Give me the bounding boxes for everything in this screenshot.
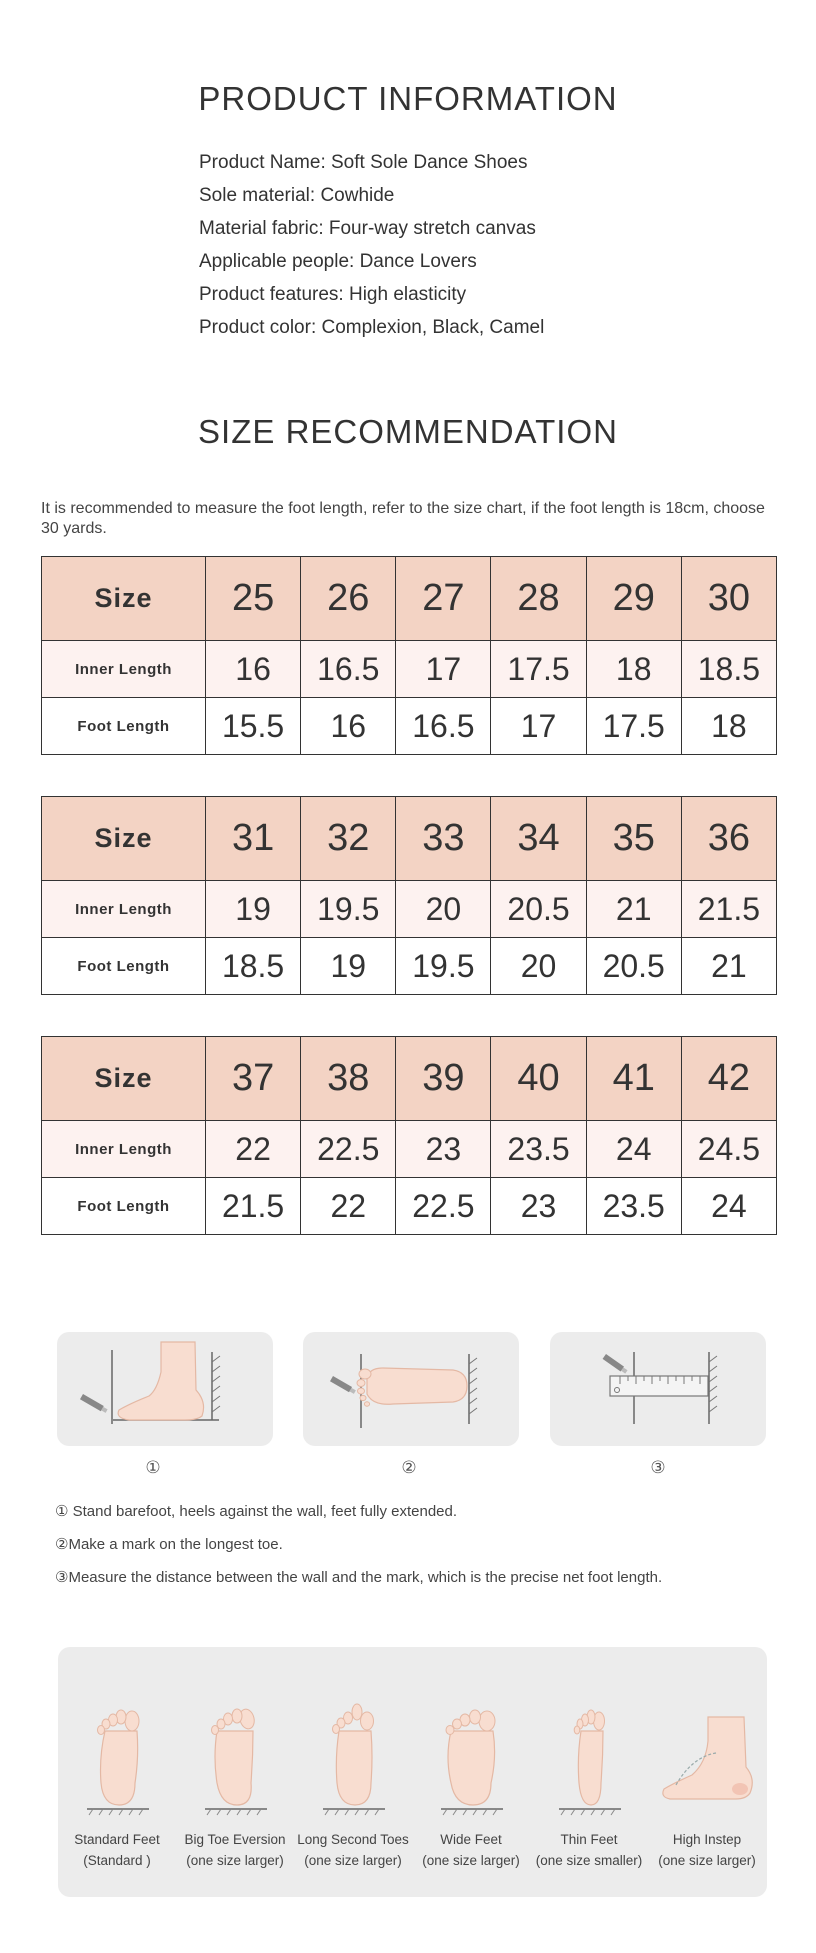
size-cell: 41	[586, 1037, 681, 1121]
foot-type-big-toe-eversion	[176, 1697, 294, 1871]
inner-length-cell: 18	[586, 641, 681, 698]
big-toe-foot-icon	[195, 1697, 275, 1817]
inner-length-cell: 23.5	[491, 1121, 586, 1178]
inner-length-cell: 20.5	[491, 881, 586, 938]
inner-length-cell: 17.5	[491, 641, 586, 698]
size-table-2	[41, 796, 777, 995]
inner-length-cell: 21.5	[681, 881, 776, 938]
inner-length-cell: 23	[396, 1121, 491, 1178]
foot-length-row	[42, 938, 777, 995]
foot-length-cell: 17.5	[586, 698, 681, 755]
size-cell: 34	[491, 797, 586, 881]
foot-type-note: (Standard )	[83, 1853, 151, 1868]
step-mark-1: ①	[145, 1458, 161, 1477]
foot-length-cell: 21	[681, 938, 776, 995]
foot-type-high-instep	[648, 1697, 766, 1871]
size-cell: 26	[301, 557, 396, 641]
inner-length-cell: 24	[586, 1121, 681, 1178]
info-line-applicable-people: Applicable people: Dance Lovers	[199, 251, 477, 272]
foot-type-name: Big Toe Eversion	[184, 1832, 286, 1847]
foot-length-cell: 16.5	[396, 698, 491, 755]
foot-length-cell: 19.5	[396, 938, 491, 995]
long-second-toe-foot-icon	[313, 1697, 393, 1817]
measure-step-3-text: ③Measure the distance between the wall and the mark, which is the precise net foot length.	[55, 1569, 663, 1586]
size-cell: 33	[396, 797, 491, 881]
size-row	[42, 557, 777, 641]
foot-type-name: Thin Feet	[560, 1832, 618, 1847]
size-cell: 25	[206, 557, 301, 641]
foot-type-long-second-toes	[294, 1697, 412, 1871]
inner-length-row	[42, 1121, 777, 1178]
foot-length-row	[42, 698, 777, 755]
measure-step-1-text: ① Stand barefoot, heels against the wall, feet fully extended.	[55, 1503, 458, 1520]
product-info-title: PRODUCT INFORMATION	[198, 80, 618, 117]
foot-type-note: (one size larger)	[422, 1853, 520, 1868]
inner-length-cell: 16.5	[301, 641, 396, 698]
inner-length-cell: 18.5	[681, 641, 776, 698]
inner-length-cell: 22	[206, 1121, 301, 1178]
foot-type-name: High Instep	[672, 1832, 742, 1847]
inner-length-cell: 22.5	[301, 1121, 396, 1178]
size-row	[42, 1037, 777, 1121]
foot-length-cell: 15.5	[206, 698, 301, 755]
size-cell: 35	[586, 797, 681, 881]
size-cell: 40	[491, 1037, 586, 1121]
foot-type-name: Long Second Toes	[297, 1832, 409, 1847]
size-cell: 27	[396, 557, 491, 641]
product-info-list	[199, 146, 544, 344]
foot-length-cell: 23.5	[586, 1178, 681, 1235]
size-cell: 38	[301, 1037, 396, 1121]
foot-length-cell: 22	[301, 1178, 396, 1235]
foot-type-name: Wide Feet	[440, 1832, 502, 1847]
info-line-features: Product features: High elasticity	[199, 284, 467, 305]
inner-length-cell: 21	[586, 881, 681, 938]
inner-length-label: Inner Length	[42, 881, 206, 938]
size-cell: 31	[206, 797, 301, 881]
high-instep-foot-icon	[652, 1697, 762, 1817]
size-cell: 30	[681, 557, 776, 641]
foot-type-note: (one size smaller)	[535, 1853, 643, 1868]
inner-length-label: Inner Length	[42, 1121, 206, 1178]
info-line-fabric: Material fabric: Four-way stretch canvas	[199, 218, 536, 239]
size-cell: 36	[681, 797, 776, 881]
inner-length-cell: 19.5	[301, 881, 396, 938]
size-row	[42, 797, 777, 881]
foot-length-label: Foot Length	[42, 938, 206, 995]
inner-length-cell: 19	[206, 881, 301, 938]
step-mark-2: ②	[401, 1458, 417, 1477]
foot-length-cell: 18	[681, 698, 776, 755]
inner-length-row	[42, 641, 777, 698]
foot-length-cell: 20.5	[586, 938, 681, 995]
foot-type-standard	[58, 1697, 176, 1871]
foot-length-cell: 18.5	[206, 938, 301, 995]
measure-step-1-image	[57, 1332, 273, 1446]
foot-length-row	[42, 1178, 777, 1235]
inner-length-cell: 20	[396, 881, 491, 938]
foot-length-cell: 24	[681, 1178, 776, 1235]
size-cell: 32	[301, 797, 396, 881]
foot-type-note: (one size larger)	[304, 1853, 402, 1868]
inner-length-cell: 17	[396, 641, 491, 698]
foot-type-wide-feet	[412, 1697, 530, 1871]
foot-side-wall-icon	[57, 1332, 273, 1446]
measure-step-3-image	[550, 1332, 766, 1446]
size-table-1	[41, 556, 777, 755]
size-table-3	[41, 1036, 777, 1235]
foot-length-cell: 23	[491, 1178, 586, 1235]
size-cell: 37	[206, 1037, 301, 1121]
info-line-product-name: Product Name: Soft Sole Dance Shoes	[199, 152, 528, 173]
foot-length-label: Foot Length	[42, 698, 206, 755]
wide-foot-icon	[431, 1697, 511, 1817]
foot-type-thin-feet	[530, 1697, 648, 1871]
foot-length-cell: 21.5	[206, 1178, 301, 1235]
info-line-sole-material: Sole material: Cowhide	[199, 185, 395, 206]
foot-length-cell: 16	[301, 698, 396, 755]
foot-type-note: (one size larger)	[658, 1853, 756, 1868]
foot-type-note: (one size larger)	[186, 1853, 284, 1868]
thin-foot-icon	[549, 1697, 629, 1817]
inner-length-label: Inner Length	[42, 641, 206, 698]
measure-step-2-image	[303, 1332, 519, 1446]
size-cell: 29	[586, 557, 681, 641]
foot-length-label: Foot Length	[42, 1178, 206, 1235]
size-intro-text: It is recommended to measure the foot length, refer to the size chart, if the foot length is 18cm, choose 30 yards.	[41, 500, 765, 537]
info-line-color: Product color: Complexion, Black, Camel	[199, 317, 545, 338]
size-cell: 28	[491, 557, 586, 641]
standard-foot-icon	[77, 1697, 157, 1817]
foot-types-panel	[58, 1647, 767, 1897]
foot-length-cell: 17	[491, 698, 586, 755]
foot-type-name: Standard Feet	[74, 1832, 160, 1847]
foot-length-cell: 22.5	[396, 1178, 491, 1235]
foot-length-cell: 20	[491, 938, 586, 995]
foot-length-cell: 19	[301, 938, 396, 995]
size-label: Size	[42, 1037, 206, 1121]
measure-step-2-text: ②Make a mark on the longest toe.	[55, 1536, 283, 1553]
inner-length-row	[42, 881, 777, 938]
size-cell: 42	[681, 1037, 776, 1121]
inner-length-cell: 24.5	[681, 1121, 776, 1178]
inner-length-cell: 16	[206, 641, 301, 698]
size-recommendation-title: SIZE RECOMMENDATION	[198, 413, 618, 450]
foot-top-mark-icon	[303, 1332, 519, 1446]
size-label: Size	[42, 797, 206, 881]
ruler-measure-icon	[550, 1332, 766, 1446]
size-cell: 39	[396, 1037, 491, 1121]
size-label: Size	[42, 557, 206, 641]
step-mark-3: ③	[650, 1458, 666, 1477]
